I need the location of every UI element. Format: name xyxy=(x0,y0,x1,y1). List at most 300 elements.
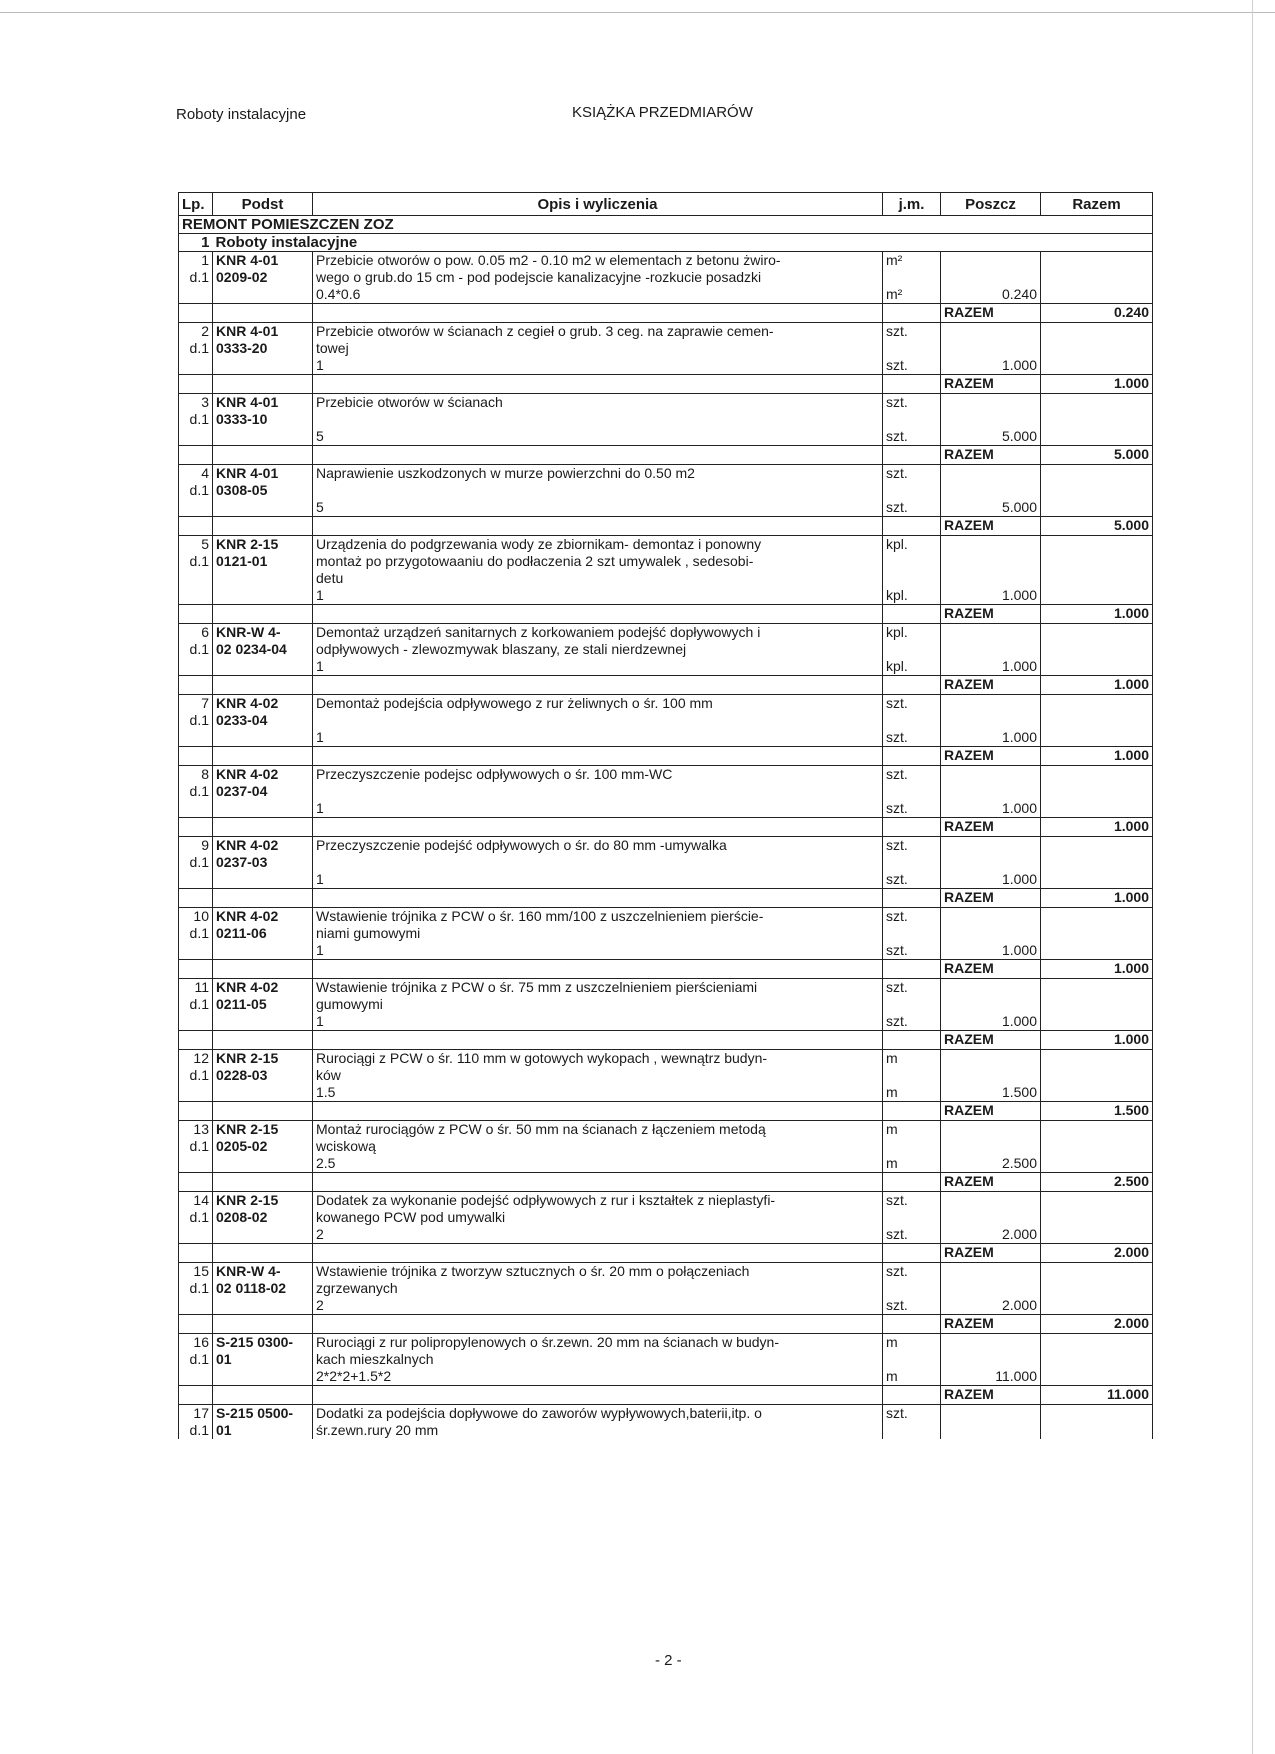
item-podstawa: KNR 2-15 xyxy=(213,536,313,554)
item-unit: szt. xyxy=(883,1226,941,1244)
item-podstawa: KNR 2-15 xyxy=(213,1050,313,1068)
col-lp: Lp. xyxy=(179,193,213,216)
item-description xyxy=(313,854,883,871)
empty-cell xyxy=(213,1173,313,1192)
empty-cell xyxy=(941,766,1041,784)
empty-cell xyxy=(1041,1422,1153,1439)
item-calculation: 1.5 xyxy=(313,1084,883,1102)
empty-cell xyxy=(313,375,883,394)
empty-cell xyxy=(179,889,213,908)
item-podstawa: S-215 0500- xyxy=(213,1405,313,1423)
empty-cell xyxy=(179,1084,213,1102)
item-podstawa: KNR 4-01 xyxy=(213,323,313,341)
scan-edge-line xyxy=(1252,0,1253,1754)
empty-cell xyxy=(313,517,883,536)
empty-cell xyxy=(1041,1138,1153,1155)
empty-cell xyxy=(213,676,313,695)
item-unit: m xyxy=(883,1334,941,1352)
empty-cell xyxy=(1041,587,1153,605)
item-podstawa: KNR 4-02 xyxy=(213,979,313,997)
empty-cell xyxy=(883,1386,941,1405)
table-row xyxy=(179,1121,1153,1139)
razem-row xyxy=(179,747,1153,766)
empty-cell xyxy=(179,570,213,587)
item-quantity: 1.000 xyxy=(941,942,1041,960)
item-sub: d.1 xyxy=(179,1138,213,1155)
empty-cell xyxy=(1041,570,1153,587)
item-podstawa-code: 02 0118-02 xyxy=(213,1280,313,1297)
empty-cell xyxy=(1041,783,1153,800)
item-unit: szt. xyxy=(883,871,941,889)
empty-cell xyxy=(1041,536,1153,554)
item-quantity: 2.500 xyxy=(941,1155,1041,1173)
empty-cell xyxy=(213,889,313,908)
item-total: 1.000 xyxy=(1041,375,1153,394)
item-lp: 4 xyxy=(179,465,213,483)
item-description: zgrzewanych xyxy=(313,1280,883,1297)
empty-cell xyxy=(941,979,1041,997)
empty-cell xyxy=(1041,252,1153,270)
empty-cell xyxy=(941,1138,1041,1155)
table-row xyxy=(179,1084,1153,1102)
item-podstawa: KNR 4-02 xyxy=(213,695,313,713)
empty-cell xyxy=(1041,1368,1153,1386)
empty-cell xyxy=(941,1192,1041,1210)
empty-cell xyxy=(1041,1067,1153,1084)
item-description: Wstawienie trójnika z tworzyw sztucznych o śr. 20 mm o połączeniach xyxy=(313,1263,883,1281)
item-description: Urządzenia do podgrzewania wody ze zbiornikam- demontaz i ponowny xyxy=(313,536,883,554)
item-sub: d.1 xyxy=(179,854,213,871)
empty-cell xyxy=(1041,1297,1153,1315)
empty-cell xyxy=(941,482,1041,499)
empty-cell xyxy=(941,394,1041,412)
table-row xyxy=(179,942,1153,960)
table-row xyxy=(179,695,1153,713)
empty-cell xyxy=(941,269,1041,286)
empty-cell xyxy=(883,1031,941,1050)
item-description xyxy=(313,411,883,428)
item-description: Przebicie otworów o pow. 0.05 m2 - 0.10 m2 w elementach z betonu żwiro- xyxy=(313,252,883,270)
item-description: odpływowych - zlewozmywak blaszany, ze stali nierdzewnej xyxy=(313,641,883,658)
empty-cell xyxy=(179,800,213,818)
empty-cell xyxy=(1041,1192,1153,1210)
empty-cell xyxy=(1041,1351,1153,1368)
empty-cell xyxy=(883,1315,941,1334)
item-description: towej xyxy=(313,340,883,357)
razem-label: RAZEM xyxy=(941,1102,1041,1121)
empty-cell xyxy=(1041,1121,1153,1139)
empty-cell xyxy=(941,925,1041,942)
item-description: Przebicie otworów w ścianach z cegieł o grub. 3 ceg. na zaprawie cemen- xyxy=(313,323,883,341)
empty-cell xyxy=(941,1351,1041,1368)
empty-cell xyxy=(1041,1334,1153,1352)
table-row xyxy=(179,624,1153,642)
empty-cell xyxy=(313,676,883,695)
empty-cell xyxy=(313,1102,883,1121)
item-total: 2.000 xyxy=(1041,1244,1153,1263)
item-calculation: 1 xyxy=(313,357,883,375)
empty-cell xyxy=(941,252,1041,270)
empty-cell xyxy=(213,1244,313,1263)
empty-cell xyxy=(213,1368,313,1386)
empty-cell xyxy=(213,357,313,375)
item-unit: szt. xyxy=(883,357,941,375)
empty-cell xyxy=(883,304,941,323)
item-podstawa-code: 0208-02 xyxy=(213,1209,313,1226)
empty-cell xyxy=(213,871,313,889)
item-total: 2.000 xyxy=(1041,1315,1153,1334)
empty-cell xyxy=(941,1280,1041,1297)
empty-cell xyxy=(883,1244,941,1263)
item-calculation: 2*2*2+1.5*2 xyxy=(313,1368,883,1386)
empty-cell xyxy=(179,1173,213,1192)
empty-cell xyxy=(213,446,313,465)
empty-cell xyxy=(213,658,313,676)
empty-cell xyxy=(883,960,941,979)
item-sub: d.1 xyxy=(179,996,213,1013)
empty-cell xyxy=(941,1209,1041,1226)
item-quantity: 5.000 xyxy=(941,499,1041,517)
empty-cell xyxy=(213,818,313,837)
item-sub: d.1 xyxy=(179,1351,213,1368)
item-description: Montaż rurociągów z PCW o śr. 50 mm na ścianach z łączeniem metodą xyxy=(313,1121,883,1139)
item-sub: d.1 xyxy=(179,1209,213,1226)
item-description: Naprawienie uszkodzonych w murze powierzchni do 0.50 m2 xyxy=(313,465,883,483)
item-total: 5.000 xyxy=(1041,517,1153,536)
item-total: 1.000 xyxy=(1041,605,1153,624)
item-podstawa: KNR 2-15 xyxy=(213,1121,313,1139)
table-row xyxy=(179,766,1153,784)
item-sub: d.1 xyxy=(179,553,213,570)
empty-cell xyxy=(213,375,313,394)
item-podstawa-code: 0333-10 xyxy=(213,411,313,428)
empty-cell xyxy=(883,1138,941,1155)
item-podstawa: KNR 4-01 xyxy=(213,252,313,270)
item-lp: 3 xyxy=(179,394,213,412)
item-calculation: 5 xyxy=(313,499,883,517)
table-row xyxy=(179,1209,1153,1226)
empty-cell xyxy=(1041,942,1153,960)
item-description: wciskową xyxy=(313,1138,883,1155)
empty-cell xyxy=(883,553,941,570)
item-unit: szt. xyxy=(883,908,941,926)
item-sub: d.1 xyxy=(179,783,213,800)
item-total: 2.500 xyxy=(1041,1173,1153,1192)
item-quantity: 1.000 xyxy=(941,800,1041,818)
razem-label: RAZEM xyxy=(941,1386,1041,1405)
col-opis: Opis i wyliczenia xyxy=(313,193,883,216)
item-unit: kpl. xyxy=(883,658,941,676)
item-description: Rurociągi z rur polipropylenowych o śr.zewn. 20 mm na ścianach w budyn- xyxy=(313,1334,883,1352)
item-unit: szt. xyxy=(883,979,941,997)
item-unit: kpl. xyxy=(883,624,941,642)
empty-cell xyxy=(213,942,313,960)
razem-row xyxy=(179,517,1153,536)
table-row xyxy=(179,357,1153,375)
item-unit: kpl. xyxy=(883,587,941,605)
table-row xyxy=(179,783,1153,800)
table-row xyxy=(179,979,1153,997)
item-podstawa-code: 0233-04 xyxy=(213,712,313,729)
razem-label: RAZEM xyxy=(941,605,1041,624)
item-podstawa: KNR 4-02 xyxy=(213,908,313,926)
item-total: 1.000 xyxy=(1041,676,1153,695)
table-row xyxy=(179,854,1153,871)
empty-cell xyxy=(213,729,313,747)
item-podstawa-code: 0205-02 xyxy=(213,1138,313,1155)
table-row xyxy=(179,1351,1153,1368)
empty-cell xyxy=(1041,323,1153,341)
table-row xyxy=(179,269,1153,286)
empty-cell xyxy=(941,465,1041,483)
item-total: 0.240 xyxy=(1041,304,1153,323)
table-row xyxy=(179,587,1153,605)
item-calculation: 2 xyxy=(313,1226,883,1244)
item-description: Rurociągi z PCW o śr. 110 mm w gotowych wykopach , wewnątrz budyn- xyxy=(313,1050,883,1068)
empty-cell xyxy=(883,446,941,465)
empty-cell xyxy=(883,269,941,286)
item-lp: 13 xyxy=(179,1121,213,1139)
item-sub: d.1 xyxy=(179,482,213,499)
item-description: Dodatek za wykonanie podejść odpływowych z rur i kształtek z nieplastyfi- xyxy=(313,1192,883,1210)
col-razem: Razem xyxy=(1041,193,1153,216)
empty-cell xyxy=(883,925,941,942)
item-podstawa: KNR-W 4- xyxy=(213,1263,313,1281)
item-podstawa-code: 01 xyxy=(213,1351,313,1368)
item-description: gumowymi xyxy=(313,996,883,1013)
table-row xyxy=(179,1067,1153,1084)
empty-cell xyxy=(1041,695,1153,713)
item-total: 1.000 xyxy=(1041,1031,1153,1050)
table-row xyxy=(179,428,1153,446)
item-total: 1.000 xyxy=(1041,889,1153,908)
empty-cell xyxy=(941,1263,1041,1281)
empty-cell xyxy=(179,587,213,605)
item-sub: d.1 xyxy=(179,1422,213,1439)
item-description: detu xyxy=(313,570,883,587)
empty-cell xyxy=(179,605,213,624)
empty-cell xyxy=(179,446,213,465)
razem-row xyxy=(179,818,1153,837)
empty-cell xyxy=(313,1031,883,1050)
item-lp: 15 xyxy=(179,1263,213,1281)
item-calculation: 1 xyxy=(313,587,883,605)
razem-label: RAZEM xyxy=(941,1315,1041,1334)
item-quantity: 1.000 xyxy=(941,658,1041,676)
item-calculation: 1 xyxy=(313,729,883,747)
empty-cell xyxy=(1041,428,1153,446)
empty-cell xyxy=(1041,712,1153,729)
empty-cell xyxy=(179,818,213,837)
empty-cell xyxy=(179,428,213,446)
empty-cell xyxy=(1041,979,1153,997)
empty-cell xyxy=(883,1280,941,1297)
item-total: 11.000 xyxy=(1041,1386,1153,1405)
item-podstawa-code: 0237-03 xyxy=(213,854,313,871)
table-row xyxy=(179,641,1153,658)
empty-cell xyxy=(883,517,941,536)
item-podstawa: 01 xyxy=(213,1422,313,1439)
item-podstawa-code: 02 0234-04 xyxy=(213,641,313,658)
empty-cell xyxy=(1041,1405,1153,1423)
header-title: KSIĄŻKA PRZEDMIARÓW xyxy=(572,104,753,121)
page-number: - 2 - xyxy=(655,1652,682,1669)
empty-cell xyxy=(313,818,883,837)
empty-cell xyxy=(179,729,213,747)
item-unit: szt. xyxy=(883,1263,941,1281)
empty-cell xyxy=(1041,340,1153,357)
table-row xyxy=(179,286,1153,304)
empty-cell xyxy=(1041,641,1153,658)
item-podstawa-code: 0211-05 xyxy=(213,996,313,1013)
item-description: kowanego PCW pod umywalki xyxy=(313,1209,883,1226)
empty-cell xyxy=(941,411,1041,428)
table-row xyxy=(179,1297,1153,1315)
table-row xyxy=(179,1226,1153,1244)
empty-cell xyxy=(1041,871,1153,889)
section-row xyxy=(179,216,1153,234)
item-podstawa-code: 0333-20 xyxy=(213,340,313,357)
item-unit: szt. xyxy=(883,1192,941,1210)
empty-cell xyxy=(883,1351,941,1368)
empty-cell xyxy=(941,570,1041,587)
item-description xyxy=(313,482,883,499)
item-lp: 17 xyxy=(179,1405,213,1423)
empty-cell xyxy=(213,960,313,979)
item-description: Przeczyszczenie podejść odpływowych o śr. do 80 mm -umywalka xyxy=(313,837,883,855)
empty-cell xyxy=(179,375,213,394)
empty-cell xyxy=(1041,1209,1153,1226)
empty-cell xyxy=(1041,1280,1153,1297)
item-unit: m² xyxy=(883,252,941,270)
table-row xyxy=(179,1263,1153,1281)
empty-cell xyxy=(179,1244,213,1263)
item-podstawa: KNR 4-01 xyxy=(213,465,313,483)
table-row xyxy=(179,1192,1153,1210)
item-description: kach mieszkalnych xyxy=(313,1351,883,1368)
empty-cell xyxy=(179,747,213,766)
empty-cell xyxy=(1041,800,1153,818)
empty-cell xyxy=(1041,1226,1153,1244)
item-unit: szt. xyxy=(883,1013,941,1031)
empty-cell xyxy=(1041,1050,1153,1068)
table-row xyxy=(179,908,1153,926)
razem-row xyxy=(179,304,1153,323)
table-row xyxy=(179,1138,1153,1155)
item-sub: d.1 xyxy=(179,925,213,942)
razem-row xyxy=(179,1173,1153,1192)
empty-cell xyxy=(941,340,1041,357)
section-title: REMONT POMIESZCZEN ZOZ xyxy=(179,216,1153,234)
item-lp: 2 xyxy=(179,323,213,341)
empty-cell xyxy=(213,1315,313,1334)
header-left: Roboty instalacyjne xyxy=(176,106,307,123)
col-podst: Podst xyxy=(213,193,313,216)
empty-cell xyxy=(941,783,1041,800)
empty-cell xyxy=(213,587,313,605)
table-row xyxy=(179,465,1153,483)
razem-label: RAZEM xyxy=(941,304,1041,323)
empty-cell xyxy=(941,996,1041,1013)
razem-label: RAZEM xyxy=(941,818,1041,837)
empty-cell xyxy=(941,641,1041,658)
razem-label: RAZEM xyxy=(941,1173,1041,1192)
empty-cell xyxy=(1041,837,1153,855)
empty-cell xyxy=(941,1405,1041,1423)
table-row xyxy=(179,658,1153,676)
item-podstawa-code: 0308-05 xyxy=(213,482,313,499)
item-podstawa: KNR-W 4- xyxy=(213,624,313,642)
item-podstawa-code: 0228-03 xyxy=(213,1067,313,1084)
empty-cell xyxy=(883,1102,941,1121)
table-row xyxy=(179,925,1153,942)
empty-cell xyxy=(213,1386,313,1405)
razem-label: RAZEM xyxy=(941,1031,1041,1050)
razem-row xyxy=(179,446,1153,465)
scan-edge-line xyxy=(0,12,1275,13)
item-total: 1.000 xyxy=(1041,747,1153,766)
empty-cell xyxy=(313,1386,883,1405)
empty-cell xyxy=(1041,269,1153,286)
razem-label: RAZEM xyxy=(941,446,1041,465)
empty-cell xyxy=(883,676,941,695)
empty-cell xyxy=(941,1121,1041,1139)
empty-cell xyxy=(179,1013,213,1031)
item-description: wego o grub.do 15 cm - pod podejscie kanalizacyjne -rozkucie posadzki xyxy=(313,269,883,286)
item-quantity: 1.000 xyxy=(941,729,1041,747)
empty-cell xyxy=(213,517,313,536)
col-jm: j.m. xyxy=(883,193,941,216)
razem-label: RAZEM xyxy=(941,747,1041,766)
table-header-row xyxy=(179,193,1153,216)
empty-cell xyxy=(213,1226,313,1244)
item-description: śr.zewn.rury 20 mm xyxy=(313,1422,883,1439)
table-row xyxy=(179,1405,1153,1423)
item-description: Demontaż podejścia odpływowego z rur żeliwnych o śr. 100 mm xyxy=(313,695,883,713)
item-quantity: 11.000 xyxy=(941,1368,1041,1386)
item-description: ków xyxy=(313,1067,883,1084)
empty-cell xyxy=(1041,908,1153,926)
item-description: Demontaż urządzeń sanitarnych z korkowaniem podejść dopływowych i xyxy=(313,624,883,642)
item-quantity: 1.000 xyxy=(941,587,1041,605)
empty-cell xyxy=(883,340,941,357)
item-description xyxy=(313,783,883,800)
empty-cell xyxy=(883,747,941,766)
empty-cell xyxy=(941,1422,1041,1439)
empty-cell xyxy=(1041,1155,1153,1173)
empty-cell xyxy=(213,570,313,587)
item-lp: 16 xyxy=(179,1334,213,1352)
empty-cell xyxy=(883,1209,941,1226)
empty-cell xyxy=(179,1031,213,1050)
item-sub: d.1 xyxy=(179,411,213,428)
empty-cell xyxy=(883,783,941,800)
item-description: niami gumowymi xyxy=(313,925,883,942)
empty-cell xyxy=(213,1155,313,1173)
subsection-row xyxy=(179,234,1153,252)
item-unit: szt. xyxy=(883,729,941,747)
empty-cell xyxy=(313,1173,883,1192)
item-podstawa-code: 0237-04 xyxy=(213,783,313,800)
item-unit: szt. xyxy=(883,394,941,412)
empty-cell xyxy=(941,553,1041,570)
item-lp: 8 xyxy=(179,766,213,784)
empty-cell xyxy=(941,1067,1041,1084)
empty-cell xyxy=(213,747,313,766)
item-lp: 7 xyxy=(179,695,213,713)
item-unit: szt. xyxy=(883,323,941,341)
item-lp: 10 xyxy=(179,908,213,926)
